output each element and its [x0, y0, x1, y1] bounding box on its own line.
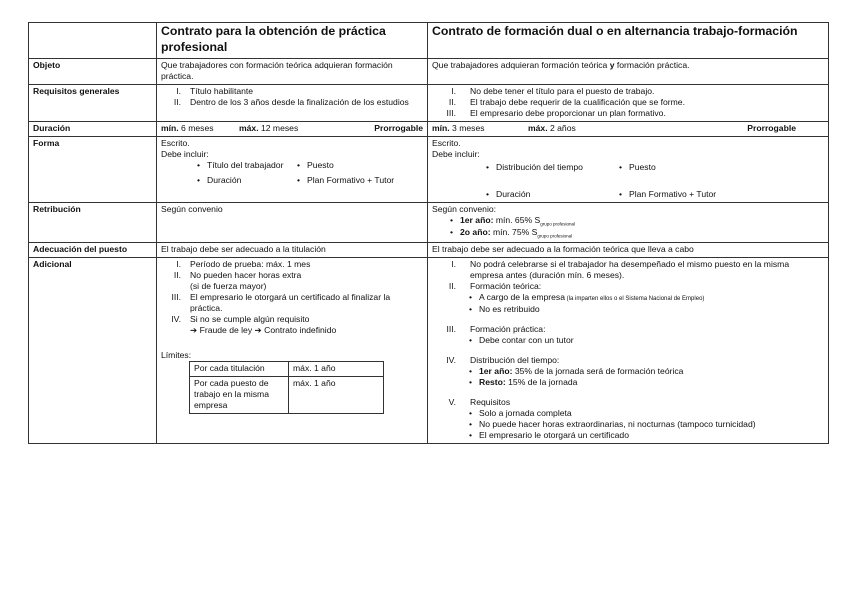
list-item: IV. Distribución del tiempo: — [446, 354, 560, 365]
header-empty-cell — [29, 23, 157, 59]
header-dual: Contrato de formación dual o en alternancia trabajo-formación — [428, 23, 829, 59]
max-value: 12 meses — [258, 122, 299, 133]
max-value: 2 años — [547, 122, 576, 133]
table-row: Por cada titulación máx. 1 año — [190, 361, 384, 376]
retribucion-intro: Según convenio: — [432, 203, 497, 214]
forma-practica — [157, 136, 428, 202]
list-item: • 1er año: mín. 65% $S_{grupo profesional}$ — [450, 214, 576, 227]
requisitos-dual — [428, 84, 829, 121]
objeto-dual — [428, 58, 829, 84]
list-item: • Título del trabajador — [197, 159, 284, 170]
contracts-comparison-table — [28, 22, 829, 444]
list-item: I. No podrá celebrarse si el trabajador ha desempeñado el mismo puesto en la misma empresa antes (duración mín. 6 meses). — [451, 258, 790, 280]
retribucion-dual — [428, 202, 829, 242]
adicional-practica — [157, 257, 428, 443]
list-item: • Puesto — [619, 161, 656, 172]
list-item: IV. Si no se cumple algún requisito — [171, 313, 310, 324]
min-label: mín. — [161, 122, 179, 133]
list-item: • Distribución del tiempo — [486, 161, 583, 172]
max-label: máx. — [239, 122, 259, 133]
list-item: III. El empresario le otorgará un certificado al finalizar la práctica. — [171, 291, 391, 313]
row-duracion — [29, 121, 829, 136]
header-practica: Contrato para la obtención de práctica profesional — [157, 23, 428, 59]
max-label: máx. — [528, 122, 548, 133]
consecuencia-text: ➔ Fraude de ley ➔ Contrato indefinido — [190, 324, 337, 335]
requisitos-practica — [157, 84, 428, 121]
list-item: • A cargo de la empresa (la imparten ellos o el Sistema Nacional de Empleo) — [469, 291, 705, 302]
list-item: • Plan Formativo + Tutor — [297, 174, 395, 185]
adecuacion-dual: El trabajo debe ser adecuado a la formación teórica que lleva a cabo — [428, 242, 829, 257]
objeto-dual-pre: Que trabajadores adquieran formación teórica — [432, 59, 610, 70]
list-item: II. Formación teórica: — [448, 280, 542, 291]
list-item: • Solo a jornada completa — [469, 407, 572, 418]
list-item: II. El trabajo debe requerir de la cualificación que se forme. — [448, 96, 685, 107]
list-item: II. No pueden hacer horas extra — [173, 269, 302, 280]
forma-debe-incluir: Debe incluir: — [432, 148, 480, 159]
forma-escrito: Escrito. — [161, 137, 190, 148]
duracion-dual — [428, 121, 829, 136]
prorrogable-label: Prorrogable — [747, 122, 796, 133]
row-adicional — [29, 257, 829, 443]
list-item: • No es retribuido — [469, 303, 540, 314]
list-item: • El empresario le otorgará un certificado — [469, 429, 629, 440]
adecuacion-practica: El trabajo debe ser adecuado a la titulación — [157, 242, 428, 257]
min-value: 3 meses — [449, 122, 485, 133]
list-item: I. Período de prueba: máx. 1 mes — [176, 258, 311, 269]
retribucion-practica: Según convenio — [157, 202, 428, 242]
forma-debe-incluir: Debe incluir: — [161, 148, 209, 159]
row-requisitos — [29, 84, 829, 121]
objeto-dual-y: y — [609, 59, 615, 70]
prorrogable-label: Prorrogable — [374, 122, 423, 133]
forma-escrito: Escrito. — [432, 137, 461, 148]
list-item: (si de fuerza mayor) — [190, 280, 267, 291]
table-row: Por cada puesto de trabajo en la misma empresa máx. 1 año — [190, 376, 384, 413]
header-row — [29, 23, 829, 59]
list-item: I. No debe tener el título para el puesto de trabajo. — [451, 85, 655, 96]
list-item: • 2o año: mín. 75% $S_{grupo profesional}$ — [450, 227, 573, 240]
objeto-dual-post: formación práctica. — [614, 59, 690, 70]
list-item: III. Formación práctica: — [446, 323, 546, 334]
limites-table — [189, 361, 384, 414]
limites-label: Límites: — [161, 349, 192, 360]
row-adecuacion — [29, 242, 829, 257]
list-item: • No puede hacer horas extraordinarias, ni nocturnas (tampoco turnicidad) — [469, 418, 756, 429]
list-item: V. Requisitos — [448, 396, 511, 407]
duracion-practica — [157, 121, 428, 136]
min-value: 6 meses — [178, 122, 214, 133]
list-item: • Duración — [197, 174, 242, 185]
list-item: II. Dentro de los 3 años desde la finalización de los estudios — [173, 96, 409, 107]
row-label-forma: Forma — [29, 136, 157, 202]
row-label-requisitos: Requisitos generales — [29, 84, 157, 121]
list-item: I. Título habilitante — [176, 85, 254, 96]
row-retribucion — [29, 202, 829, 242]
list-item: • Resto: 15% de la jornada — [469, 376, 578, 387]
row-forma — [29, 136, 829, 202]
list-item: • Debe contar con un tutor — [469, 334, 574, 345]
row-label-retribucion: Retribución — [29, 202, 157, 242]
objeto-practica: Que trabajadores con formación teórica adquieran formación práctica. — [157, 58, 428, 84]
min-label: mín. — [432, 122, 450, 133]
list-item: • 1er año: 35% de la jornada será de formación teórica — [469, 365, 684, 376]
list-item: • Puesto — [297, 159, 334, 170]
list-item: III. El empresario debe proporcionar un plan formativo. — [446, 107, 666, 118]
list-item: • Duración — [486, 188, 531, 199]
row-objeto — [29, 58, 829, 84]
row-label-adecuacion: Adecuación del puesto — [29, 242, 157, 257]
row-label-objeto: Objeto — [29, 58, 157, 84]
forma-dual — [428, 136, 829, 202]
list-item: • Plan Formativo + Tutor — [619, 188, 717, 199]
row-label-duracion: Duración — [29, 121, 157, 136]
row-label-adicional: Adicional — [29, 257, 157, 443]
adicional-dual — [428, 257, 829, 443]
